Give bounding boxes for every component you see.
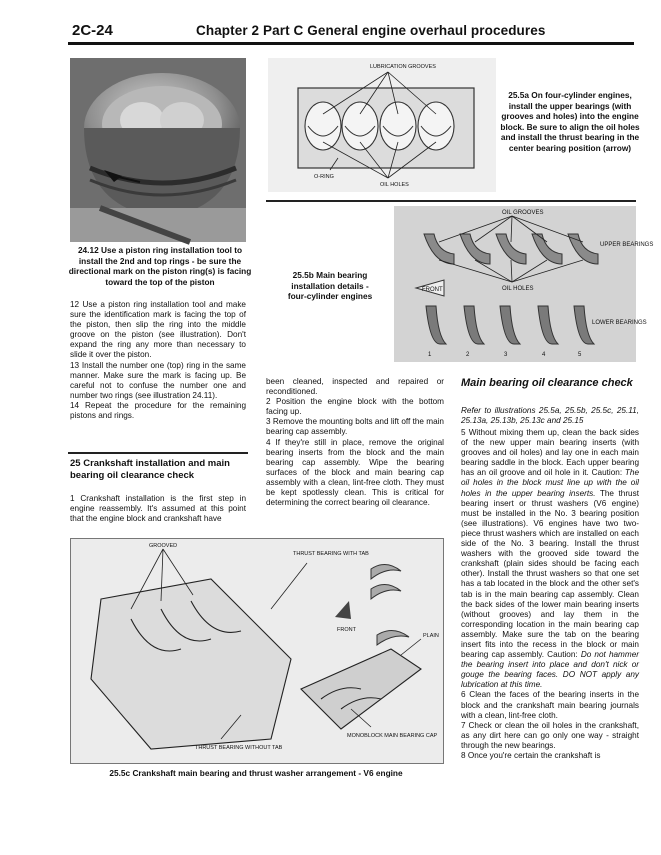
label-grooved: GROOVED xyxy=(149,543,178,549)
paragraph-14: 14 Repeat the procedure for the remaining pistons and rings. xyxy=(70,400,246,421)
paragraph-5-b: The thrust bearing insert or thrust washers (V6 engine) must be installed in the No. 3 bearing position (see illustrations). V6 engines have two two-piece thrust washers which are installed on each side of the No. 3 bearing. Install the thrust washers with the grooved side toward the crankshaft (plain sides should be facing each other). Install the thrust washers so that one set has a tab located in the block and the other set's tab is in the main bearing cap assembly. Clean the back sides of the lower main bearing inserts (without grooves) and lay them in the corresponding location in the main bearing cap assembly. Make sure the tab on the bearing insert fits into the recess in the block or main bearing cap assembly. Caution: xyxy=(461,488,639,660)
paragraph-13: 13 Install the number one (top) ring in the same manner. Make sure the mark is facing up. Be careful not to confuse the number one and number two rings (see illustration 24.11). xyxy=(70,360,246,400)
paragraph-5-a: 5 Without mixing them up, clean the back sides of the new upper main bearing inserts (with grooves and oil holes) and lay one in each main bearing saddle in the block. Each upper bearing has an oil groove and oil hole in it. Caution: xyxy=(461,428,639,478)
label-num-3: 3 xyxy=(504,352,508,358)
header-rule xyxy=(68,42,634,45)
label-plain: PLAIN xyxy=(423,633,439,639)
label-oil-holes: OIL HOLES xyxy=(380,182,409,188)
label-oil-grooves: OIL GROOVES xyxy=(502,210,544,216)
paragraph-5 xyxy=(461,428,639,690)
section-25-heading: 25 Crankshaft installation and main bearing oil clearance check xyxy=(70,458,230,481)
label-thrust-with-tab: THRUST BEARING WITH TAB xyxy=(293,551,369,557)
paragraph-2: 2 Position the engine block with the bottom facing up. xyxy=(266,397,444,417)
label-oil-holes-b: OIL HOLES xyxy=(502,286,534,292)
chapter-title: Chapter 2 Part C General engine overhaul procedures xyxy=(196,23,546,38)
label-front: FRONT xyxy=(422,287,443,293)
label-lubrication-grooves: LUBRICATION GROOVES xyxy=(370,64,436,70)
paragraph-4: 4 If they're still in place, remove the original bearing inserts from the block and the main bearing cap assembly. Wipe the bearing surfaces of the block and main bearing cap assembly with a clean, lint-free cloth. They must be kept spotlessly clean. This is critical for determining the correct bearing oil clearance. xyxy=(266,437,444,508)
paragraph-cont: been cleaned, inspected and repaired or reconditioned. xyxy=(266,377,444,397)
paragraph-1: 1 Crankshaft installation is the first step in engine reassembly. It's assumed at this point that the engine block and crankshaft have xyxy=(70,494,246,524)
fig-25-5b-caption: 25.5b Main bearing installation details - four-cylinder engines xyxy=(287,270,373,301)
column-2-text xyxy=(266,377,444,508)
engine-block-upper-bearings-drawing xyxy=(268,58,496,192)
fig-25-5c-caption: 25.5c Crankshaft main bearing and thrust washer arrangement - V6 engine xyxy=(109,768,403,778)
fig-24-12-caption: 24.12 Use a piston ring installation tool to install the 2nd and top rings - be sure the directional mark on the piston ring(s) is facing toward the top of the piston xyxy=(68,245,252,287)
column-3-text xyxy=(461,428,639,761)
label-num-4: 4 xyxy=(542,352,546,358)
label-o-ring: O-RING xyxy=(314,174,334,180)
paragraph-8: 8 Once you're certain the crankshaft is xyxy=(461,751,601,760)
label-thrust-without-tab: THRUST BEARING WITHOUT TAB xyxy=(195,745,283,751)
paragraph-6: 6 Clean the faces of the bearing inserts in the block and the crankshaft main bearing journals with a clean, lint-free cloth. xyxy=(461,690,639,720)
main-bearings-drawing xyxy=(394,206,654,362)
paragraph-3: 3 Remove the mounting bolts and lift off the main bearing cap assembly. xyxy=(266,417,444,437)
fig-25-5c-drawing xyxy=(70,538,444,764)
refer-illustrations: Refer to illustrations 25.5a, 25.5b, 25.5c, 25.11, 25.13a, 25.13b, 25.13c and 25.15 xyxy=(461,406,639,426)
v6-crankshaft-bearing-drawing xyxy=(71,539,443,763)
label-lower-bearings: LOWER BEARINGS xyxy=(592,320,647,326)
label-monoblock: MONOBLOCK MAIN BEARING CAP xyxy=(347,733,438,739)
piston-ring-photo xyxy=(70,58,246,242)
column-1-text xyxy=(70,300,246,421)
paragraph-5-caution-2: Do not hammer the bearing insert into place and don't nick or gouge the bearing faces. DO NOT apply any lubrication at this time. xyxy=(461,650,639,690)
fig-25-5a-caption: 25.5a On four-cylinder engines, install the upper bearings (with grooves and holes) into the engine block. Be sure to align the oil holes and install the thrust bearing in the center bearing position (arrow) xyxy=(500,90,640,153)
fig-24-12-photo xyxy=(70,58,246,242)
fig-25-5a-drawing xyxy=(268,58,496,192)
main-bearing-heading: Main bearing oil clearance check xyxy=(461,377,633,389)
paragraph-7: 7 Check or clean the oil holes in the crankshaft, as any dirt here can go only one way - straight through the new bearings. xyxy=(461,720,639,750)
fig-25-5b-drawing xyxy=(394,206,654,362)
label-upper-bearings: UPPER BEARINGS xyxy=(600,242,654,248)
label-num-2: 2 xyxy=(466,352,470,358)
paragraph-12: 12 Use a piston ring installation tool and make sure the identification mark is facing the top of the piston, then slip the ring into the middle groove on the piston (see illustration). Don't expand the ring any more than necessary to slide it over the piston. xyxy=(70,300,246,360)
label-num-5: 5 xyxy=(578,352,582,358)
page-number: 2C-24 xyxy=(72,22,113,39)
label-front-c: FRONT xyxy=(337,627,356,633)
section-25-rule xyxy=(68,452,248,454)
label-num-1: 1 xyxy=(428,352,432,358)
fig-25-5a-rule xyxy=(266,200,636,202)
paragraph-5-caution: The oil holes in the block must line up with the oil holes in the upper bearing inserts. xyxy=(461,468,639,498)
